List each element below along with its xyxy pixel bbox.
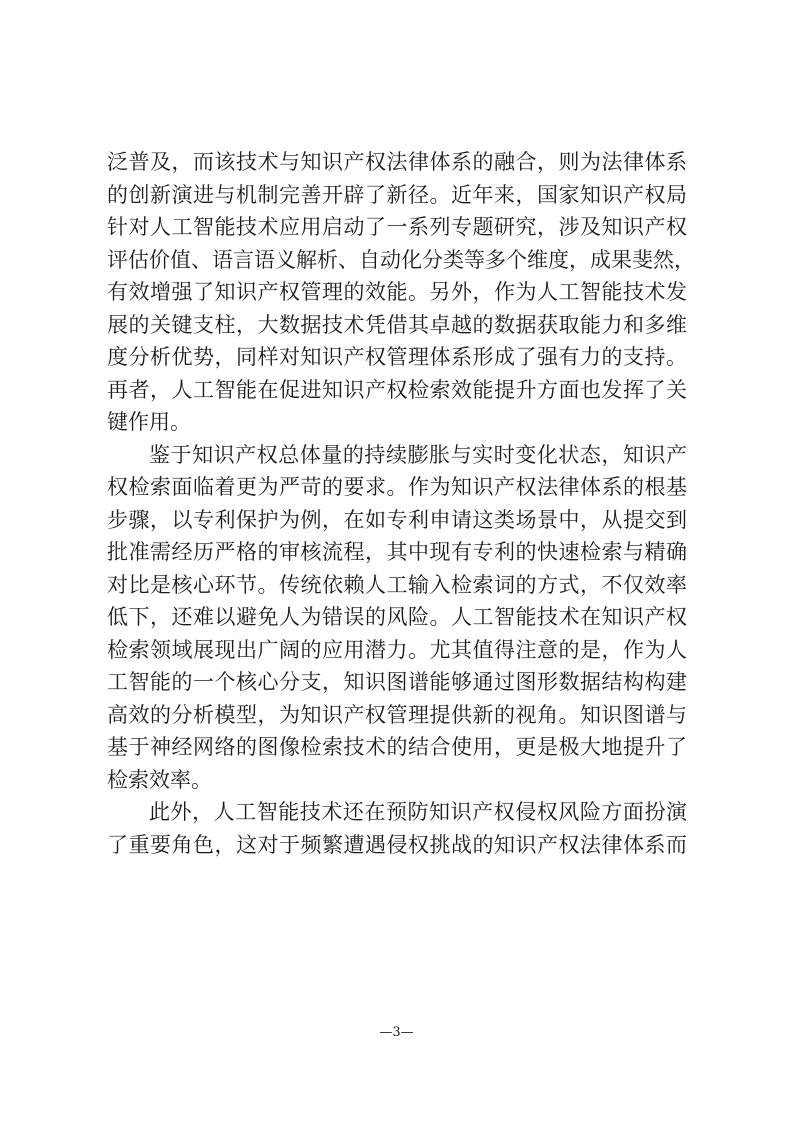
text-line: 批准需经历严格的审核流程，其中现有专利的快速检索与精确 xyxy=(107,540,687,564)
text-line: 了重要角色，这对于频繁遭遇侵权挑战的知识产权法律体系而 xyxy=(107,832,687,857)
text-line: 针对人工智能技术应用启动了一系列专题研究，涉及知识产权 xyxy=(107,215,687,239)
text-line: 权检索面临着更为严苛的要求。作为知识产权法律体系的根基 xyxy=(107,475,687,499)
text-line: 泛普及，而该技术与知识产权法律体系的融合，则为法律体系 xyxy=(107,150,687,174)
body-text xyxy=(107,146,695,861)
text-line: 基于神经网络的图像检索技术的结合使用，更是极大地提升了 xyxy=(107,735,687,759)
text-line: 有效增强了知识产权管理的效能。另外，作为人工智能技术发 xyxy=(107,280,687,304)
text-line: 对比是核心环节。传统依赖人工输入检索词的方式，不仅效率 xyxy=(107,572,687,597)
text-line: 键作用。 xyxy=(107,410,191,434)
text-line: 鉴于知识产权总体量的持续膨胀与实时变化状态，知识产 xyxy=(149,442,687,467)
text-line: 此外，人工智能技术还在预防知识产权侵权风险方面扮演 xyxy=(149,800,687,824)
text-line: 度分析优势，同样对知识产权管理体系形成了强有力的支持。 xyxy=(107,345,687,369)
text-line: 展的关键支柱，大数据技术凭借其卓越的数据获取能力和多维 xyxy=(107,312,687,337)
text-line: 低下，还难以避免人为错误的风险。人工智能技术在知识产权 xyxy=(107,605,687,629)
text-line: 检索效率。 xyxy=(107,767,212,792)
text-line: 检索领域展现出广阔的应用潜力。尤其值得注意的是，作为人 xyxy=(107,637,687,662)
text-line: 步骤，以专利保护为例，在如专利申请这类场景中，从提交到 xyxy=(107,507,687,532)
text-line: 评估价值、语言语义解析、自动化分类等多个维度，成果斐然， xyxy=(107,247,695,272)
text-line: 高效的分析模型，为知识产权管理提供新的视角。知识图谱与 xyxy=(107,702,687,727)
text-line: 工智能的一个核心分支，知识图谱能够通过图形数据结构构建 xyxy=(107,670,687,694)
text-line: 再者，人工智能在促进知识产权检索效能提升方面也发挥了关 xyxy=(107,377,687,402)
text-line: 的创新演进与机制完善开辟了新径。近年来，国家知识产权局 xyxy=(107,182,687,207)
page-number: —3— xyxy=(379,1025,414,1040)
